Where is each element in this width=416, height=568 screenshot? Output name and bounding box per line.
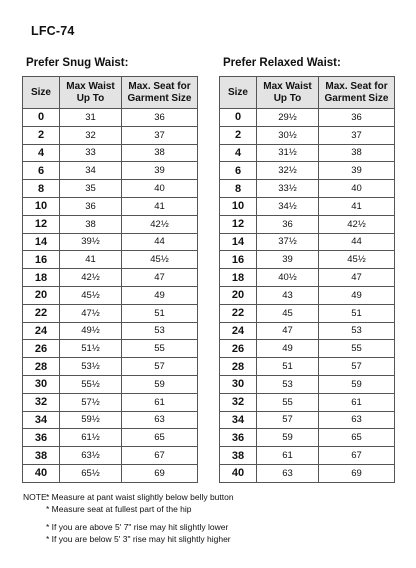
max-waist-cell: 53½	[60, 358, 122, 376]
size-cell: 32	[23, 393, 60, 411]
max-seat-cell: 40	[122, 180, 198, 198]
table-row	[220, 322, 395, 340]
max-seat-cell: 38	[122, 144, 198, 162]
max-waist-cell: 40½	[257, 269, 319, 287]
table-row	[23, 126, 198, 144]
table-row	[23, 411, 198, 429]
size-cell: 20	[220, 286, 257, 304]
max-waist-cell: 31½	[257, 144, 319, 162]
max-waist-cell: 33½	[257, 180, 319, 198]
table-row	[220, 109, 395, 127]
size-cell: 4	[23, 144, 60, 162]
table-row	[220, 269, 395, 287]
size-cell: 6	[220, 162, 257, 180]
max-waist-cell: 29½	[257, 109, 319, 127]
size-cell: 2	[23, 126, 60, 144]
relaxed-waist-rows	[220, 109, 395, 483]
max-waist-cell: 45	[257, 304, 319, 322]
size-cell: 30	[220, 375, 257, 393]
max-waist-cell: 42½	[60, 269, 122, 287]
max-waist-cell: 63	[257, 464, 319, 482]
max-waist-cell: 30½	[257, 126, 319, 144]
table-row	[23, 162, 198, 180]
table-row	[23, 429, 198, 447]
table-row	[220, 340, 395, 358]
max-waist-cell: 34½	[257, 197, 319, 215]
size-cell: 18	[220, 269, 257, 287]
table-row	[220, 286, 395, 304]
max-seat-cell: 38	[319, 144, 395, 162]
max-waist-cell: 59	[257, 429, 319, 447]
table-row	[23, 464, 198, 482]
size-cell: 34	[220, 411, 257, 429]
table-row	[220, 429, 395, 447]
table-row	[23, 447, 198, 465]
size-cell: 12	[220, 215, 257, 233]
max-seat-cell: 49	[319, 286, 395, 304]
max-waist-cell: 45½	[60, 286, 122, 304]
size-cell: 14	[220, 233, 257, 251]
header-max-waist: Max Waist Up To	[60, 77, 122, 109]
table-row	[220, 162, 395, 180]
max-seat-cell: 67	[122, 447, 198, 465]
max-seat-cell: 59	[319, 375, 395, 393]
table-row	[220, 411, 395, 429]
size-cell: 20	[23, 286, 60, 304]
max-waist-cell: 32½	[257, 162, 319, 180]
table-row	[23, 251, 198, 269]
max-waist-cell: 55	[257, 393, 319, 411]
header-row	[23, 77, 198, 109]
table-row	[23, 269, 198, 287]
max-waist-cell: 37½	[257, 233, 319, 251]
table-row	[220, 180, 395, 198]
max-seat-cell: 63	[122, 411, 198, 429]
table-row	[23, 322, 198, 340]
max-seat-cell: 67	[319, 447, 395, 465]
table-row	[23, 340, 198, 358]
max-seat-cell: 51	[122, 304, 198, 322]
max-waist-cell: 36	[60, 197, 122, 215]
size-cell: 38	[23, 447, 60, 465]
header-size: Size	[220, 77, 257, 109]
max-seat-cell: 37	[122, 126, 198, 144]
max-seat-cell: 65	[319, 429, 395, 447]
max-seat-cell: 47	[319, 269, 395, 287]
size-cell: 40	[220, 464, 257, 482]
max-seat-cell: 45½	[319, 251, 395, 269]
size-cell: 34	[23, 411, 60, 429]
size-cell: 28	[220, 358, 257, 376]
size-cell: 22	[23, 304, 60, 322]
max-seat-cell: 45½	[122, 251, 198, 269]
table-row	[23, 358, 198, 376]
size-cell: 38	[220, 447, 257, 465]
table-row	[23, 197, 198, 215]
header-size: Size	[23, 77, 60, 109]
note-line: * Measure seat at fullest part of the hip	[46, 504, 192, 514]
max-waist-cell: 32	[60, 126, 122, 144]
table-row	[220, 447, 395, 465]
max-seat-cell: 36	[122, 109, 198, 127]
size-cell: 12	[23, 215, 60, 233]
max-waist-cell: 47	[257, 322, 319, 340]
table-row	[220, 304, 395, 322]
table-row	[220, 464, 395, 482]
size-cell: 8	[220, 180, 257, 198]
table-row	[220, 233, 395, 251]
size-cell: 30	[23, 375, 60, 393]
max-waist-cell: 36	[257, 215, 319, 233]
max-waist-cell: 43	[257, 286, 319, 304]
table-row	[220, 144, 395, 162]
max-seat-cell: 39	[319, 162, 395, 180]
max-waist-cell: 49½	[60, 322, 122, 340]
size-cell: 32	[220, 393, 257, 411]
size-cell: 4	[220, 144, 257, 162]
max-seat-cell: 51	[319, 304, 395, 322]
max-seat-cell: 55	[122, 340, 198, 358]
table-row	[23, 180, 198, 198]
max-seat-cell: 41	[122, 197, 198, 215]
max-waist-cell: 55½	[60, 375, 122, 393]
note-line: * If you are below 5' 3" rise may hit slightly higher	[46, 534, 231, 544]
size-cell: 36	[220, 429, 257, 447]
table-row	[23, 375, 198, 393]
max-waist-cell: 59½	[60, 411, 122, 429]
max-waist-cell: 49	[257, 340, 319, 358]
table-row	[220, 375, 395, 393]
header-max-seat: Max. Seat for Garment Size	[122, 77, 198, 109]
table-row	[23, 304, 198, 322]
note-line: * If you are above 5' 7" rise may hit slightly lower	[46, 522, 229, 532]
max-waist-cell: 38	[60, 215, 122, 233]
max-waist-cell: 57	[257, 411, 319, 429]
max-seat-cell: 59	[122, 375, 198, 393]
max-waist-cell: 51	[257, 358, 319, 376]
max-waist-cell: 41	[60, 251, 122, 269]
max-waist-cell: 65½	[60, 464, 122, 482]
max-seat-cell: 42½	[122, 215, 198, 233]
max-seat-cell: 57	[122, 358, 198, 376]
max-seat-cell: 61	[319, 393, 395, 411]
size-cell: 14	[23, 233, 60, 251]
table-row	[220, 251, 395, 269]
max-waist-cell: 33	[60, 144, 122, 162]
relaxed-waist-table	[219, 76, 395, 483]
size-cell: 26	[220, 340, 257, 358]
max-seat-cell: 69	[122, 464, 198, 482]
max-seat-cell: 63	[319, 411, 395, 429]
notes-label: NOTE:	[23, 492, 49, 502]
table-row	[23, 233, 198, 251]
max-waist-cell: 47½	[60, 304, 122, 322]
max-seat-cell: 37	[319, 126, 395, 144]
max-seat-cell: 39	[122, 162, 198, 180]
max-seat-cell: 55	[319, 340, 395, 358]
size-cell: 0	[220, 109, 257, 127]
table-row	[220, 126, 395, 144]
snug-waist-table	[22, 76, 198, 483]
max-waist-cell: 39½	[60, 233, 122, 251]
snug-waist-rows	[23, 109, 198, 483]
max-seat-cell: 44	[319, 233, 395, 251]
size-cell: 16	[23, 251, 60, 269]
max-seat-cell: 44	[122, 233, 198, 251]
max-seat-cell: 61	[122, 393, 198, 411]
max-waist-cell: 39	[257, 251, 319, 269]
size-cell: 18	[23, 269, 60, 287]
size-cell: 8	[23, 180, 60, 198]
chart-code: LFC-74	[31, 24, 75, 38]
snug-waist-title: Prefer Snug Waist:	[26, 57, 129, 69]
size-cell: 10	[220, 197, 257, 215]
size-cell: 10	[23, 197, 60, 215]
header-row	[220, 77, 395, 109]
table-row	[23, 286, 198, 304]
max-waist-cell: 53	[257, 375, 319, 393]
max-seat-cell: 57	[319, 358, 395, 376]
size-cell: 24	[220, 322, 257, 340]
table-row	[23, 144, 198, 162]
table-row	[220, 215, 395, 233]
max-waist-cell: 35	[60, 180, 122, 198]
max-seat-cell: 53	[319, 322, 395, 340]
max-seat-cell: 69	[319, 464, 395, 482]
size-cell: 24	[23, 322, 60, 340]
max-waist-cell: 61½	[60, 429, 122, 447]
table-row	[23, 393, 198, 411]
table-row	[23, 215, 198, 233]
size-cell: 26	[23, 340, 60, 358]
note-line: * Measure at pant waist slightly below belly button	[46, 492, 234, 502]
max-seat-cell: 42½	[319, 215, 395, 233]
max-waist-cell: 51½	[60, 340, 122, 358]
table-row	[23, 109, 198, 127]
max-seat-cell: 49	[122, 286, 198, 304]
max-waist-cell: 57½	[60, 393, 122, 411]
size-cell: 6	[23, 162, 60, 180]
snug-waist-section	[22, 56, 197, 483]
size-cell: 2	[220, 126, 257, 144]
header-max-seat: Max. Seat for Garment Size	[319, 77, 395, 109]
max-seat-cell: 65	[122, 429, 198, 447]
size-cell: 28	[23, 358, 60, 376]
table-row	[220, 358, 395, 376]
size-cell: 16	[220, 251, 257, 269]
max-seat-cell: 47	[122, 269, 198, 287]
max-seat-cell: 53	[122, 322, 198, 340]
header-max-waist: Max Waist Up To	[257, 77, 319, 109]
notes	[23, 491, 234, 545]
table-row	[220, 393, 395, 411]
max-waist-cell: 31	[60, 109, 122, 127]
table-row	[220, 197, 395, 215]
relaxed-waist-title: Prefer Relaxed Waist:	[223, 57, 341, 69]
size-cell: 0	[23, 109, 60, 127]
relaxed-waist-section	[219, 56, 394, 483]
max-waist-cell: 63½	[60, 447, 122, 465]
max-seat-cell: 41	[319, 197, 395, 215]
max-waist-cell: 34	[60, 162, 122, 180]
max-waist-cell: 61	[257, 447, 319, 465]
max-seat-cell: 40	[319, 180, 395, 198]
size-cell: 22	[220, 304, 257, 322]
size-cell: 36	[23, 429, 60, 447]
max-seat-cell: 36	[319, 109, 395, 127]
size-cell: 40	[23, 464, 60, 482]
